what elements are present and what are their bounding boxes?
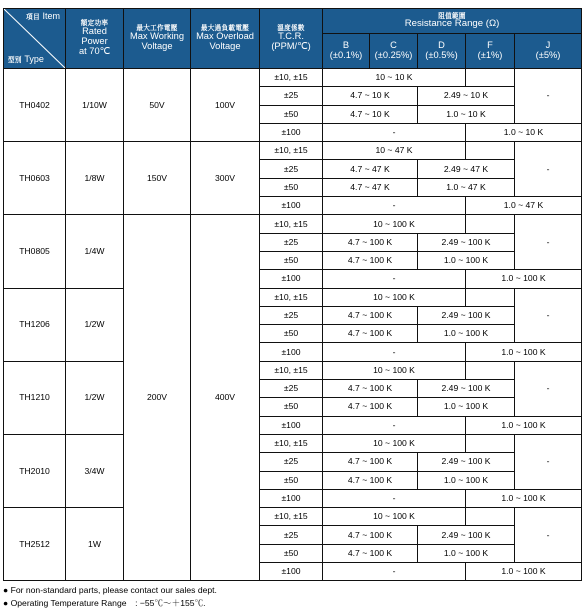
power-zh: 額定功率: [80, 19, 109, 28]
range-cell: 10 ~ 100 K: [323, 434, 466, 452]
range-cell: 1.0 ~ 100 K: [466, 343, 582, 361]
range-cell: 4.7 ~ 10 K: [323, 105, 418, 123]
tcr-cell: ±10, ±15: [260, 142, 323, 160]
range-cell: 1.0 ~ 100 K: [466, 416, 582, 434]
tcr-cell: ±100: [260, 563, 323, 581]
mov-en-1: Max Overload: [196, 31, 254, 42]
range-cell: 4.7 ~ 100 K: [323, 233, 418, 251]
tcr-cell: ±10, ±15: [260, 215, 323, 233]
range-cell: 10 ~ 100 K: [323, 215, 466, 233]
item-type-header: [4, 9, 66, 69]
tolerance-header-j: [515, 34, 582, 69]
range-cell: 1.0 ~ 100 K: [418, 251, 515, 269]
power-en-1: Rated: [82, 26, 107, 37]
empty-cell: [466, 288, 515, 306]
empty-cell: [466, 142, 515, 160]
tolerance-header-d: [418, 34, 466, 69]
power-cell: 1/2W: [66, 361, 124, 434]
tcr-cell: ±100: [260, 416, 323, 434]
power-header: [66, 9, 124, 69]
table-row: [4, 142, 582, 160]
tcr-cell: ±100: [260, 197, 323, 215]
power-cell: 3/4W: [66, 434, 124, 507]
range-cell: 2.49 ~ 100 K: [418, 453, 515, 471]
tcr-en-1: T.C.R.: [278, 31, 304, 42]
mov-en-2: Voltage: [209, 40, 241, 51]
power-en-2: Power: [81, 36, 108, 47]
range-cell: 1.0 ~ 47 K: [466, 197, 582, 215]
range-cell: -: [323, 563, 466, 581]
j-tolerance-cell: -: [515, 142, 582, 197]
tcr-cell: ±10, ±15: [260, 508, 323, 526]
model-cell: TH2512: [4, 508, 66, 581]
max-overload-voltage-header: [191, 9, 260, 69]
table-row: [4, 508, 582, 526]
j-tolerance-cell: -: [515, 69, 582, 124]
range-cell: 4.7 ~ 10 K: [323, 87, 418, 105]
range-cell: 4.7 ~ 47 K: [323, 160, 418, 178]
tcr-cell: ±10, ±15: [260, 288, 323, 306]
mov-zh: 最大過負載電壓: [200, 24, 250, 33]
tolerance-letter: F: [487, 40, 493, 51]
model-cell: TH0603: [4, 142, 66, 215]
tolerance-letter: B: [342, 40, 350, 51]
range-cell: 2.49 ~ 10 K: [418, 87, 515, 105]
tcr-cell: ±25: [260, 233, 323, 251]
range-cell: 2.49 ~ 100 K: [418, 233, 515, 251]
tcr-cell: ±10, ±15: [260, 69, 323, 87]
tcr-cell: ±50: [260, 105, 323, 123]
mwv-zh: 最大工作電壓: [136, 24, 178, 33]
tolerance-percent: (±1%): [477, 50, 503, 60]
tcr-en-2: (PPM/℃): [271, 40, 311, 51]
range-cell: 4.7 ~ 47 K: [323, 178, 418, 196]
range-cell: 2.49 ~ 100 K: [418, 380, 515, 398]
range-cell: 4.7 ~ 100 K: [323, 471, 418, 489]
tcr-cell: ±25: [260, 526, 323, 544]
footnotes: [3, 584, 581, 609]
range-cell: 10 ~ 47 K: [323, 142, 466, 160]
j-tolerance-cell: -: [515, 508, 582, 563]
range-cell: 4.7 ~ 100 K: [323, 544, 418, 562]
empty-cell: [466, 361, 515, 379]
tcr-cell: ±50: [260, 398, 323, 416]
range-cell: 1.0 ~ 100 K: [418, 398, 515, 416]
overload-voltage-cell: 300V: [191, 142, 260, 215]
tcr-cell: ±50: [260, 325, 323, 343]
range-cell: 10 ~ 100 K: [323, 288, 466, 306]
tcr-cell: ±25: [260, 453, 323, 471]
j-tolerance-cell: -: [515, 434, 582, 489]
range-zh: 阻值範圍: [438, 11, 466, 20]
power-en-3: at 70℃: [78, 45, 111, 56]
footnote-line: ● Operating Temperature Range : −55℃～＋155℃.: [3, 597, 206, 608]
tolerance-percent: (±5%): [535, 50, 561, 60]
type-zh: 型別: [8, 55, 22, 64]
tcr-zh: 溫度係數: [277, 24, 305, 33]
range-cell: 1.0 ~ 100 K: [466, 270, 582, 288]
mwv-en-2: Voltage: [141, 40, 173, 51]
range-cell: -: [323, 197, 466, 215]
empty-cell: [466, 215, 515, 233]
power-cell: 1/4W: [66, 215, 124, 288]
working-voltage-cell: 150V: [124, 142, 191, 215]
overload-voltage-cell: 100V: [191, 69, 260, 142]
tcr-cell: ±50: [260, 178, 323, 196]
model-cell: TH1206: [4, 288, 66, 361]
range-cell: 4.7 ~ 100 K: [323, 398, 418, 416]
range-cell: 4.7 ~ 100 K: [323, 325, 418, 343]
tolerance-percent: (±0.25%): [374, 50, 413, 60]
range-en: Resistance Range (Ω): [404, 18, 500, 30]
range-cell: 10 ~ 10 K: [323, 69, 466, 87]
range-cell: 4.7 ~ 100 K: [323, 526, 418, 544]
working-voltage-cell: 200V: [124, 215, 191, 581]
tcr-cell: ±50: [260, 471, 323, 489]
tcr-cell: ±25: [260, 306, 323, 324]
spec-sheet: [3, 8, 581, 609]
range-cell: 1.0 ~ 100 K: [418, 325, 515, 343]
tolerance-header-c: [370, 34, 418, 69]
range-cell: 4.7 ~ 100 K: [323, 306, 418, 324]
model-cell: TH2010: [4, 434, 66, 507]
range-cell: 4.7 ~ 100 K: [323, 251, 418, 269]
j-tolerance-cell: -: [515, 215, 582, 270]
tcr-cell: ±25: [260, 87, 323, 105]
j-tolerance-cell: -: [515, 288, 582, 343]
tolerance-letter: D: [438, 40, 445, 51]
type-en: Type: [24, 53, 44, 64]
tcr-cell: ±10, ±15: [260, 434, 323, 452]
footnote-line: ● For non-standard parts, please contact our sales dept.: [3, 585, 217, 596]
max-working-voltage-header: [124, 9, 191, 69]
empty-cell: [466, 434, 515, 452]
tolerance-header-b: [323, 34, 370, 69]
working-voltage-cell: 50V: [124, 69, 191, 142]
item-en: Item: [42, 11, 60, 21]
range-cell: 2.49 ~ 47 K: [418, 160, 515, 178]
power-cell: 1W: [66, 508, 124, 581]
resistor-spec-table: [3, 8, 582, 581]
mwv-en-1: Max Working: [129, 31, 185, 42]
range-cell: 1.0 ~ 100 K: [466, 489, 582, 507]
resistance-range-header: [323, 9, 582, 34]
range-cell: 1.0 ~ 10 K: [418, 105, 515, 123]
range-cell: 4.7 ~ 100 K: [323, 380, 418, 398]
range-cell: 10 ~ 100 K: [323, 508, 466, 526]
range-cell: 1.0 ~ 100 K: [418, 544, 515, 562]
range-cell: 1.0 ~ 100 K: [466, 563, 582, 581]
range-cell: 10 ~ 100 K: [323, 361, 466, 379]
table-row: [4, 288, 582, 306]
tcr-cell: ±10, ±15: [260, 361, 323, 379]
tcr-cell: ±100: [260, 123, 323, 141]
table-row: [4, 69, 582, 87]
tcr-cell: ±100: [260, 270, 323, 288]
tolerance-percent: (±0.1%): [329, 50, 363, 60]
empty-cell: [466, 69, 515, 87]
tcr-header: [260, 9, 323, 69]
range-cell: -: [323, 416, 466, 434]
power-cell: 1/8W: [66, 142, 124, 215]
range-cell: 4.7 ~ 100 K: [323, 453, 418, 471]
power-cell: 1/10W: [66, 69, 124, 142]
range-cell: 2.49 ~ 100 K: [418, 526, 515, 544]
tolerance-letter: J: [545, 40, 551, 51]
tcr-cell: ±100: [260, 489, 323, 507]
model-cell: TH0402: [4, 69, 66, 142]
range-cell: 2.49 ~ 100 K: [418, 306, 515, 324]
range-cell: 1.0 ~ 10 K: [466, 123, 582, 141]
item-zh: 項目: [26, 13, 40, 21]
range-cell: -: [323, 343, 466, 361]
tcr-cell: ±100: [260, 343, 323, 361]
overload-voltage-cell: 400V: [191, 215, 260, 581]
tcr-cell: ±25: [260, 380, 323, 398]
model-cell: TH0805: [4, 215, 66, 288]
power-cell: 1/2W: [66, 288, 124, 361]
tolerance-header-f: [466, 34, 515, 69]
tcr-cell: ±50: [260, 544, 323, 562]
empty-cell: [466, 508, 515, 526]
range-cell: 1.0 ~ 47 K: [418, 178, 515, 196]
table-row: [4, 215, 582, 233]
range-cell: -: [323, 270, 466, 288]
range-cell: 1.0 ~ 100 K: [418, 471, 515, 489]
table-body: [4, 69, 582, 581]
range-cell: -: [323, 489, 466, 507]
table-header: [4, 9, 582, 69]
j-tolerance-cell: -: [515, 361, 582, 416]
model-cell: TH1210: [4, 361, 66, 434]
tcr-cell: ±25: [260, 160, 323, 178]
tolerance-percent: (±0.5%): [425, 50, 458, 60]
range-cell: -: [323, 123, 466, 141]
tcr-cell: ±50: [260, 251, 323, 269]
table-row: [4, 361, 582, 379]
table-row: [4, 434, 582, 452]
tolerance-letter: C: [390, 40, 397, 51]
